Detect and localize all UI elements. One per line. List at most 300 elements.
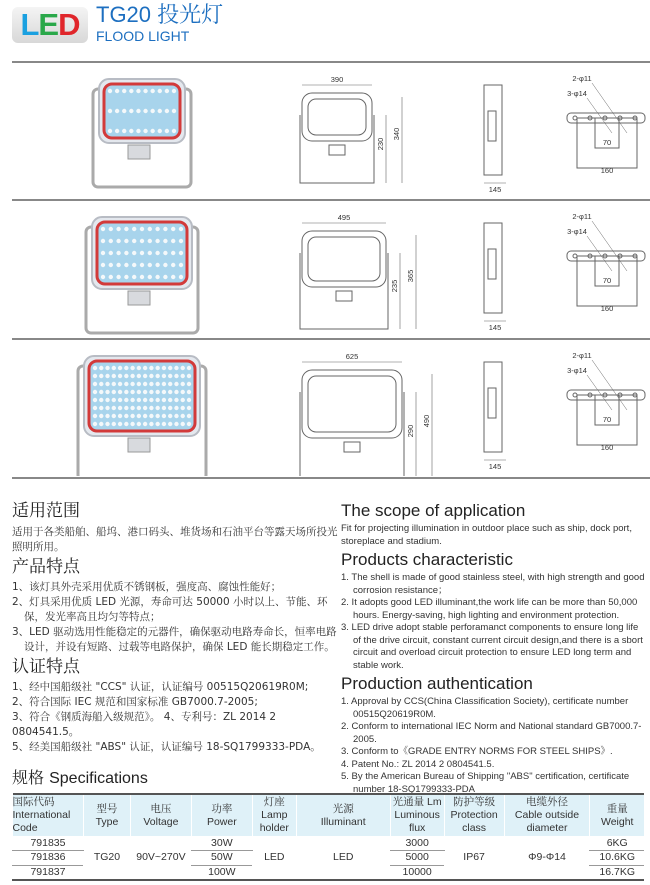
led-chip xyxy=(129,89,133,93)
led-chip xyxy=(137,366,141,370)
dimension-label: 340 xyxy=(392,127,401,141)
dimension-label: 3-φ14 xyxy=(567,89,587,98)
led-chip xyxy=(143,398,147,402)
led-chip xyxy=(132,263,136,267)
led-chip xyxy=(171,227,175,231)
led-chip xyxy=(129,129,133,133)
mounting-hole xyxy=(573,116,577,120)
led-chip xyxy=(162,398,166,402)
led-chip xyxy=(132,275,136,279)
led-chip xyxy=(99,414,103,418)
drawing-line xyxy=(308,99,366,135)
dimension-label: 70 xyxy=(602,276,612,285)
led-chip xyxy=(101,275,105,279)
dimension-label: 3-φ14 xyxy=(567,227,587,236)
header-line: Protection xyxy=(450,809,498,821)
led-chip xyxy=(93,414,97,418)
led-chip xyxy=(181,390,185,394)
led-chip xyxy=(124,382,128,386)
scope-text-en: Fit for projecting illumination in outdoor place such as ship, dock port, storeplace and stadium. xyxy=(341,523,632,547)
led-chip xyxy=(150,89,154,93)
led-chip xyxy=(168,398,172,402)
led-chip xyxy=(132,239,136,243)
features-title-cn: 产品特点 xyxy=(12,557,80,577)
led-chip xyxy=(115,109,119,113)
led-chip xyxy=(155,227,159,231)
led-chip xyxy=(143,366,147,370)
led-chip xyxy=(168,406,172,410)
drawing-line xyxy=(329,145,345,155)
led-chip xyxy=(116,263,120,267)
led-chip xyxy=(168,414,172,418)
led-chip xyxy=(187,398,191,402)
led-chip xyxy=(99,406,103,410)
column-header xyxy=(296,794,390,836)
led-chip xyxy=(174,406,178,410)
led-chip xyxy=(101,251,105,255)
led-chip xyxy=(118,422,122,426)
led-chip xyxy=(137,398,141,402)
header-line: class xyxy=(462,822,487,834)
led-chip xyxy=(108,109,112,113)
led-chip xyxy=(149,390,153,394)
led-chip xyxy=(187,382,191,386)
column-header xyxy=(390,794,444,836)
dimension-label: 490 xyxy=(422,414,431,428)
led-chip xyxy=(148,251,152,255)
led-chip xyxy=(124,398,128,402)
led-chip xyxy=(155,414,159,418)
led-chip xyxy=(130,398,134,402)
led-chip xyxy=(172,89,176,93)
led-chip xyxy=(181,414,185,418)
product-row-50w xyxy=(12,201,650,337)
dimension-label: 2-φ11 xyxy=(572,74,592,83)
table-row: 791837 100W 10000 16.7KG xyxy=(13,865,645,880)
led-chip xyxy=(93,422,97,426)
led-chip xyxy=(162,422,166,426)
led-chip xyxy=(155,406,159,410)
led-chip xyxy=(158,129,162,133)
dimension-label: 2-φ11 xyxy=(572,351,592,360)
led-chip xyxy=(105,390,109,394)
led-chip xyxy=(112,398,116,402)
led-chip xyxy=(148,227,152,231)
led-chip xyxy=(105,374,109,378)
led-chip xyxy=(132,227,136,231)
led-chip xyxy=(140,239,144,243)
led-chip xyxy=(124,374,128,378)
led-chip xyxy=(168,422,172,426)
led-chip xyxy=(140,251,144,255)
led-chip xyxy=(163,227,167,231)
led-chip xyxy=(149,366,153,370)
led-chip xyxy=(149,414,153,418)
header-line: International xyxy=(12,809,71,821)
led-chip xyxy=(171,263,175,267)
led-chip xyxy=(155,382,159,386)
led-chip xyxy=(109,251,113,255)
dimension-label: 145 xyxy=(488,462,502,471)
led-chip xyxy=(172,109,176,113)
header-line: 防护等级 xyxy=(453,796,496,808)
led-chip xyxy=(124,251,128,255)
led-chip xyxy=(137,422,141,426)
drawing-line xyxy=(587,98,612,133)
header-line: 光源 xyxy=(332,802,354,815)
led-chip xyxy=(137,406,141,410)
drawing-line xyxy=(300,115,374,183)
led-chip xyxy=(115,129,119,133)
led-chip xyxy=(148,275,152,279)
led-chip xyxy=(149,374,153,378)
led-chip xyxy=(181,406,185,410)
led-chip xyxy=(101,239,105,243)
led-chip xyxy=(163,275,167,279)
header-line: 重量 xyxy=(606,802,628,815)
led-chip xyxy=(129,109,133,113)
chinese-column xyxy=(12,499,338,755)
table-row: 791836 50W 5000 10.6KG xyxy=(13,851,645,866)
led-chip xyxy=(116,251,120,255)
column-header xyxy=(130,794,191,836)
led-chip xyxy=(179,263,183,267)
dimension-label: 230 xyxy=(376,137,385,151)
divider xyxy=(12,477,650,479)
auth-title-cn: 认证特点 xyxy=(12,657,80,677)
lamp-lens xyxy=(89,361,195,431)
led-chip xyxy=(150,109,154,113)
led-chip xyxy=(149,406,153,410)
led-chip xyxy=(148,263,152,267)
led-chip xyxy=(108,129,112,133)
led-chip xyxy=(109,263,113,267)
led-chip xyxy=(165,109,169,113)
led-chip xyxy=(168,390,172,394)
led-chip xyxy=(112,390,116,394)
led-chip xyxy=(136,129,140,133)
auth-list-cn: 1、经中国船级社 "CCS" 认证，认证编号 00515Q20619R0M; 2、符合国际 IEC 规范和国家标准 GB7000.7-2005; 3、符合《钢质海船入级规范》。 4、专利号：ZL 2014 2 0804541.5。 5、经美国船级社 "ABS" 认证，认证编号 18-SQ1799333-PDA。 xyxy=(12,681,321,753)
led-chip xyxy=(155,263,159,267)
led-chip xyxy=(163,251,167,255)
led-chip xyxy=(162,366,166,370)
column-header xyxy=(504,794,590,836)
led-chip xyxy=(99,366,103,370)
dimension-label: 160 xyxy=(600,166,614,175)
led-chip xyxy=(181,374,185,378)
led-chip xyxy=(108,89,112,93)
led-chip xyxy=(105,406,109,410)
led-chip xyxy=(124,227,128,231)
led-chip xyxy=(143,382,147,386)
led-chip xyxy=(140,227,144,231)
junction-box xyxy=(128,291,150,305)
led-chip xyxy=(162,382,166,386)
drawing-line xyxy=(484,223,502,313)
features-list-cn: 1、该灯具外壳采用优质不锈钢板，强度高、腐蚀性能好； 2、灯具采用优质 LED 光源，寿命可达 50000 小时以上、节能、环保，发光率高且均匀等特点； 3、LED 驱动选用性能稳定的元器件，确保驱动电路寿命长，恒率电路设计，并设有短路、过载等电路保护，确保 LED 能长期稳定工作。 xyxy=(12,581,337,653)
column-header xyxy=(13,794,84,836)
scope-title-en: The scope of application xyxy=(341,501,526,520)
drawing-line xyxy=(308,237,380,281)
dimension-label: 145 xyxy=(488,323,502,332)
led-chip xyxy=(124,263,128,267)
column-header xyxy=(191,794,252,836)
led-chip xyxy=(158,109,162,113)
drawing-line xyxy=(300,392,404,476)
led-chip xyxy=(155,251,159,255)
header-line: Illuminant xyxy=(320,815,366,828)
drawing-line xyxy=(587,375,612,410)
led-chip xyxy=(165,129,169,133)
led-chip xyxy=(149,382,153,386)
led-chip xyxy=(105,422,109,426)
led-chip xyxy=(130,422,134,426)
led-chip xyxy=(174,382,178,386)
scope-text-cn: 适用于各类船舶、船坞、港口码头、堆货场和石油平台等露天场所投光照明所用。 xyxy=(12,526,338,553)
led-chip xyxy=(155,390,159,394)
led-chip xyxy=(150,129,154,133)
features-title-en: Products characteristic xyxy=(341,550,513,569)
led-chip xyxy=(143,129,147,133)
led-chip xyxy=(137,374,141,378)
header-line: Luminous xyxy=(394,809,440,821)
led-chip xyxy=(99,374,103,378)
led-chip xyxy=(93,382,97,386)
led-chip xyxy=(122,109,126,113)
led-chip xyxy=(99,422,103,426)
column-header xyxy=(252,794,296,836)
dimension-label: 495 xyxy=(337,213,351,222)
led-chip xyxy=(105,414,109,418)
column-header xyxy=(444,794,504,836)
drawing-line xyxy=(302,370,402,438)
led-chip xyxy=(112,414,116,418)
led-chip xyxy=(140,275,144,279)
english-column xyxy=(341,499,647,796)
dimension-label: 145 xyxy=(488,185,502,194)
drawing-line xyxy=(592,83,627,133)
header-line: 光通量 Lm xyxy=(392,796,442,808)
led-chip xyxy=(155,398,159,402)
led-chip xyxy=(143,374,147,378)
led-chip xyxy=(155,422,159,426)
led-chip xyxy=(116,275,120,279)
led-chip xyxy=(115,89,119,93)
drawing-line xyxy=(484,85,502,175)
led-chip xyxy=(118,398,122,402)
header-line: Lamp xyxy=(261,809,288,821)
column-header xyxy=(83,794,130,836)
led-chip xyxy=(130,382,134,386)
led-chip xyxy=(179,239,183,243)
drawing-line xyxy=(488,111,496,141)
drawing-line xyxy=(336,291,352,301)
junction-box xyxy=(128,438,150,452)
led-chip xyxy=(122,89,126,93)
led-chip xyxy=(109,239,113,243)
spec-table xyxy=(12,793,644,881)
led-chip xyxy=(162,390,166,394)
led-chip xyxy=(118,366,122,370)
led-chip xyxy=(122,129,126,133)
led-chip xyxy=(124,406,128,410)
led-chip xyxy=(179,227,183,231)
header-line: Voltage xyxy=(143,815,179,828)
led-chip xyxy=(118,414,122,418)
led-chip xyxy=(143,89,147,93)
header-line: 电缆外径 xyxy=(526,796,569,808)
led-chip xyxy=(124,239,128,243)
led-chip xyxy=(116,239,120,243)
led-chip xyxy=(130,390,134,394)
led-chip xyxy=(124,422,128,426)
led-chip xyxy=(155,366,159,370)
header-line: Code xyxy=(12,822,38,834)
auth-list-en: 1. Approval by CCS(China Classification Society), certificate number 00515Q20619R0M. 2. Conform to international IEC Norm and National standard GB7000.7-2005. 3. Conform to《GRADE ENTRY NORMS FOR STEEL SHIPS》. 4. Patent No.: ZL 2014 2 0804541.5. 5. By the American Bureau of Shipping "ABS" certification, certificate number 18-SQ1799333-PDA xyxy=(341,696,642,795)
led-chip xyxy=(130,374,134,378)
column-header xyxy=(590,794,644,836)
product-drawing xyxy=(12,201,650,337)
led-chip xyxy=(105,382,109,386)
mounting-hole xyxy=(573,254,577,258)
header-line: diameter xyxy=(526,822,568,834)
led-chip xyxy=(181,398,185,402)
product-drawing xyxy=(12,340,650,476)
header-line: Cable outside xyxy=(514,809,580,821)
dimension-label: 3-φ14 xyxy=(567,366,587,375)
led-chip xyxy=(99,382,103,386)
led-chip xyxy=(143,109,147,113)
drawing-line xyxy=(587,236,612,271)
dimension-label: 70 xyxy=(602,415,612,424)
led-chip xyxy=(112,366,116,370)
dimension-label: 160 xyxy=(600,443,614,452)
header-line: 功率 xyxy=(211,802,233,815)
spec-title: 规格 Specifications xyxy=(12,768,148,787)
led-chip xyxy=(179,275,183,279)
led-chip xyxy=(187,390,191,394)
led-chip xyxy=(118,382,122,386)
led-chip xyxy=(93,406,97,410)
led-chip xyxy=(124,390,128,394)
led-chip xyxy=(112,406,116,410)
led-chip xyxy=(174,398,178,402)
header-line: Power xyxy=(206,815,237,828)
drawing-line xyxy=(592,360,627,410)
led-chip xyxy=(99,398,103,402)
led-chip xyxy=(181,422,185,426)
led-chip xyxy=(168,382,172,386)
led-chip xyxy=(179,251,183,255)
led-chip xyxy=(171,251,175,255)
drawing-line xyxy=(488,249,496,279)
led-chip xyxy=(93,398,97,402)
led-chip xyxy=(93,366,97,370)
led-chip xyxy=(181,366,185,370)
led-chip xyxy=(112,422,116,426)
led-chip xyxy=(112,374,116,378)
product-title: TG20 投光灯 xyxy=(96,2,224,27)
led-chip xyxy=(155,374,159,378)
header-line: Weight xyxy=(600,815,634,828)
led-chip xyxy=(174,366,178,370)
header-line: 型号 xyxy=(96,802,118,815)
led-chip xyxy=(171,275,175,279)
led-chip xyxy=(124,414,128,418)
dimension-label: 625 xyxy=(345,352,359,361)
led-chip xyxy=(143,422,147,426)
led-chip xyxy=(105,398,109,402)
led-chip xyxy=(137,382,141,386)
dimension-label: 160 xyxy=(600,304,614,313)
led-chip xyxy=(130,414,134,418)
led-chip xyxy=(187,374,191,378)
led-chip xyxy=(149,398,153,402)
led-chip xyxy=(155,239,159,243)
led-chip xyxy=(172,129,176,133)
led-chip xyxy=(171,239,175,243)
led-chip xyxy=(163,239,167,243)
led-chip xyxy=(143,390,147,394)
dimension-label: 365 xyxy=(406,269,415,283)
led-chip xyxy=(93,374,97,378)
led-chip xyxy=(101,263,105,267)
led-chip xyxy=(109,275,113,279)
led-chip xyxy=(124,275,128,279)
led-chip xyxy=(187,414,191,418)
header-line: Type xyxy=(95,815,119,828)
led-chip xyxy=(174,390,178,394)
led-chip xyxy=(149,422,153,426)
drawing-line xyxy=(302,231,386,287)
led-chip xyxy=(130,406,134,410)
led-chip xyxy=(105,366,109,370)
led-chip xyxy=(143,414,147,418)
led-chip xyxy=(132,251,136,255)
led-chip xyxy=(130,366,134,370)
led-chip xyxy=(174,414,178,418)
led-chip xyxy=(137,414,141,418)
table-row: 791835 TG20 90V~270V 30W LED LED 3000 IP67 Φ9-Φ14 6KG xyxy=(13,836,645,851)
led-chip xyxy=(99,390,103,394)
led-chip xyxy=(93,390,97,394)
drawing-line xyxy=(592,221,627,271)
led-chip xyxy=(162,414,166,418)
product-row-30w xyxy=(12,63,650,199)
product-row-100w xyxy=(12,340,650,476)
dimension-label: 235 xyxy=(390,279,399,293)
led-chip xyxy=(174,422,178,426)
drawing-line xyxy=(488,388,496,418)
drawing-line xyxy=(308,376,396,432)
led-chip xyxy=(118,406,122,410)
led-chip xyxy=(163,263,167,267)
led-chip xyxy=(136,89,140,93)
led-logo: LED xyxy=(12,7,88,43)
header-line: flux xyxy=(408,822,426,834)
led-chip xyxy=(116,227,120,231)
led-chip xyxy=(140,263,144,267)
header-line: 国际代码 xyxy=(12,796,55,808)
led-chip xyxy=(137,390,141,394)
led-chip xyxy=(168,374,172,378)
led-chip xyxy=(101,227,105,231)
led-chip xyxy=(174,374,178,378)
led-chip xyxy=(187,422,191,426)
led-chip xyxy=(143,406,147,410)
led-chip xyxy=(112,382,116,386)
mounting-hole xyxy=(573,393,577,397)
